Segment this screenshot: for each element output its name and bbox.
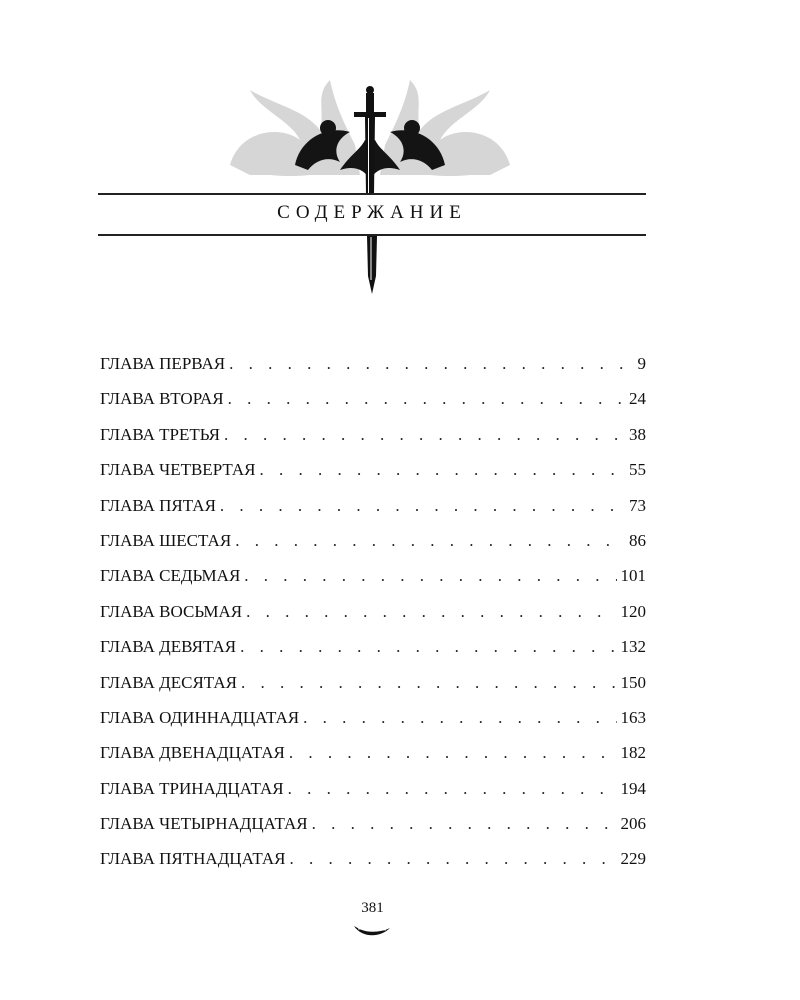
toc-entry-page: 24 (629, 389, 646, 409)
toc-entry-page: 101 (620, 566, 646, 586)
toc-entry-label: ГЛАВА ДЕВЯТАЯ (100, 637, 237, 657)
toc-entry[interactable] (100, 849, 646, 884)
toc-entry[interactable] (100, 496, 646, 531)
toc-entry-label: ГЛАВА ЧЕТВЕРТАЯ (100, 460, 256, 480)
toc-dot-leader (241, 673, 617, 693)
toc-entry[interactable] (100, 743, 646, 778)
page-number: 381 (361, 900, 384, 916)
toc-entry-label: ГЛАВА ДВЕНАДЦАТАЯ (100, 743, 285, 763)
toc-entry-page: 38 (629, 424, 646, 444)
toc-entry[interactable] (100, 637, 646, 672)
toc-entry[interactable] (100, 602, 646, 637)
toc-entry[interactable] (100, 425, 646, 460)
toc-entry-label: ГЛАВА ПЯТАЯ (100, 495, 216, 515)
sword-blade-tip-icon (362, 236, 382, 294)
toc-entry-page: 55 (629, 460, 646, 480)
page-title: СОДЕРЖАНИЕ (277, 202, 467, 223)
toc-entry-page: 9 (637, 354, 646, 373)
toc-entry-page: 132 (620, 637, 646, 657)
toc-entry-label: ГЛАВА ПЕРВАЯ (100, 354, 226, 373)
toc-entry[interactable] (100, 566, 646, 601)
toc-entry-label: ГЛАВА ПЯТНАДЦАТАЯ (100, 849, 286, 869)
toc-entry-label: ГЛАВА ТРЕТЬЯ (100, 424, 220, 444)
toc-dot-leader (220, 496, 625, 516)
toc-entry-label: ГЛАВА ШЕСТАЯ (100, 530, 232, 550)
toc-entry-page: 206 (620, 814, 646, 834)
toc-entry-label: ГЛАВА ВТОРАЯ (100, 389, 224, 409)
toc-dot-leader (246, 602, 616, 622)
toc-entry[interactable] (100, 779, 646, 814)
toc-dot-leader (228, 389, 625, 409)
toc-entry-label: ГЛАВА ДЕСЯТАЯ (100, 672, 237, 692)
toc-entry-page: 163 (620, 707, 646, 727)
toc-entry[interactable] (100, 354, 646, 389)
toc-entry[interactable] (100, 673, 646, 708)
toc-dot-leader (303, 708, 616, 728)
top-rule (98, 193, 646, 195)
toc-entry[interactable] (100, 708, 646, 743)
toc-dot-leader (289, 743, 617, 763)
toc-entry-label: ГЛАВА ОДИННАДЦАТАЯ (100, 707, 300, 727)
toc-entry-label: ГЛАВА СЕДЬМАЯ (100, 566, 241, 586)
toc-dot-leader (240, 637, 616, 657)
toc-dot-leader (260, 460, 625, 480)
feather-icon (352, 922, 392, 938)
toc-entry-page: 182 (620, 743, 646, 763)
toc-entry[interactable] (100, 389, 646, 424)
toc-entry-page: 86 (629, 530, 646, 550)
toc-entry-label: ГЛАВА ВОСЬМАЯ (100, 601, 243, 621)
toc-dot-leader (312, 814, 617, 834)
toc-entry[interactable] (100, 531, 646, 566)
toc-entry-page: 150 (620, 672, 646, 692)
toc-dot-leader (224, 425, 625, 445)
toc-dot-leader (288, 779, 617, 799)
table-of-contents (100, 354, 646, 885)
toc-entry-label: ГЛАВА ЧЕТЫРНАДЦАТАЯ (100, 814, 308, 834)
toc-entry-page: 120 (620, 601, 646, 621)
toc-dot-leader (235, 531, 625, 551)
toc-entry[interactable] (100, 814, 646, 849)
toc-entry-page: 229 (620, 849, 646, 869)
toc-entry-page: 73 (629, 495, 646, 515)
toc-entry[interactable] (100, 460, 646, 495)
toc-entry-label: ГЛАВА ТРИНАДЦАТАЯ (100, 778, 284, 798)
sword-ornament-icon (220, 70, 520, 195)
toc-entry-page: 194 (620, 778, 646, 798)
toc-dot-leader (290, 849, 617, 869)
toc-dot-leader (229, 354, 633, 374)
toc-dot-leader (244, 566, 616, 586)
